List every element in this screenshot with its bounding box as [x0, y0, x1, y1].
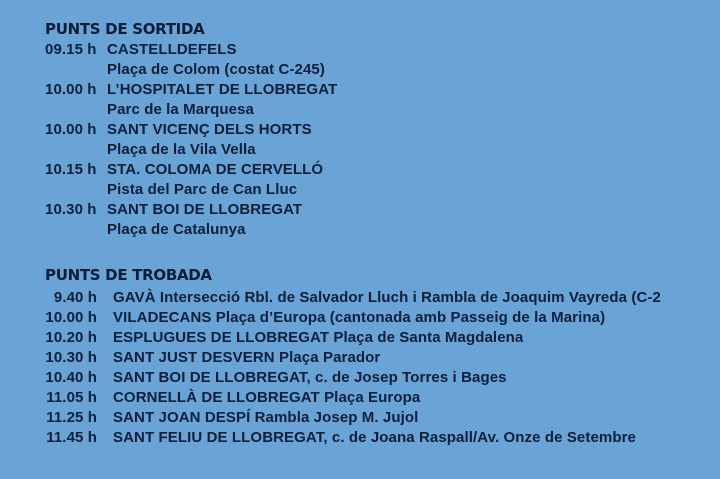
departure-time: 10.00 h — [45, 121, 97, 138]
meeting-time: 11.25 h — [46, 409, 97, 426]
meeting-text: VILADECANS Plaça d’Europa (cantonada amb Passeig de la Marina) — [113, 309, 606, 326]
departure-detail: Pista del Parc de Can Lluc — [107, 181, 298, 198]
meeting-time: 11.05 h — [46, 389, 97, 406]
departure-place: L’HOSPITALET DE LLOBREGAT — [107, 81, 338, 98]
departure-detail: Plaça de Colom (costat C-245) — [107, 61, 325, 78]
departure-time: 10.30 h — [45, 201, 97, 218]
meeting-points-title: PUNTS DE TROBADA — [45, 266, 212, 284]
meeting-text: SANT JUST DESVERN Plaça Parador — [113, 349, 381, 366]
departure-place: SANT BOI DE LLOBREGAT — [107, 201, 303, 218]
departure-points-title: PUNTS DE SORTIDA — [45, 20, 205, 38]
departure-place: STA. COLOMA DE CERVELLÓ — [107, 161, 324, 178]
departure-detail: Plaça de la Vila Vella — [107, 141, 256, 158]
meeting-time: 10.30 h — [45, 349, 97, 366]
departure-place: SANT VICENÇ DELS HORTS — [107, 121, 312, 138]
meeting-time: 9.40 h — [53, 289, 97, 306]
meeting-text: CORNELLÀ DE LLOBREGAT Plaça Europa — [113, 389, 421, 406]
meeting-text: SANT FELIU DE LLOBREGAT, c. de Joana Raspall/Av. Onze de Setembre — [113, 429, 636, 446]
meeting-text: SANT JOAN DESPÍ Rambla Josep M. Jujol — [113, 409, 419, 426]
departure-place: CASTELLDEFELS — [107, 41, 237, 58]
meeting-text: SANT BOI DE LLOBREGAT, c. de Josep Torres i Bages — [113, 369, 507, 386]
meeting-time: 10.00 h — [45, 309, 97, 326]
meeting-time: 11.45 h — [46, 429, 97, 446]
departure-time: 10.15 h — [45, 161, 97, 178]
meeting-text: ESPLUGUES DE LLOBREGAT Plaça de Santa Magdalena — [113, 329, 524, 346]
departure-time: 09.15 h — [45, 41, 97, 58]
departure-detail: Parc de la Marquesa — [107, 101, 254, 118]
meeting-text: GAVÀ Intersecció Rbl. de Salvador Lluch i Rambla de Joaquim Vayreda (C-2 — [113, 289, 661, 306]
departure-time: 10.00 h — [45, 81, 97, 98]
meeting-time: 10.20 h — [45, 329, 97, 346]
meeting-time: 10.40 h — [45, 369, 97, 386]
departure-detail: Plaça de Catalunya — [107, 221, 246, 238]
